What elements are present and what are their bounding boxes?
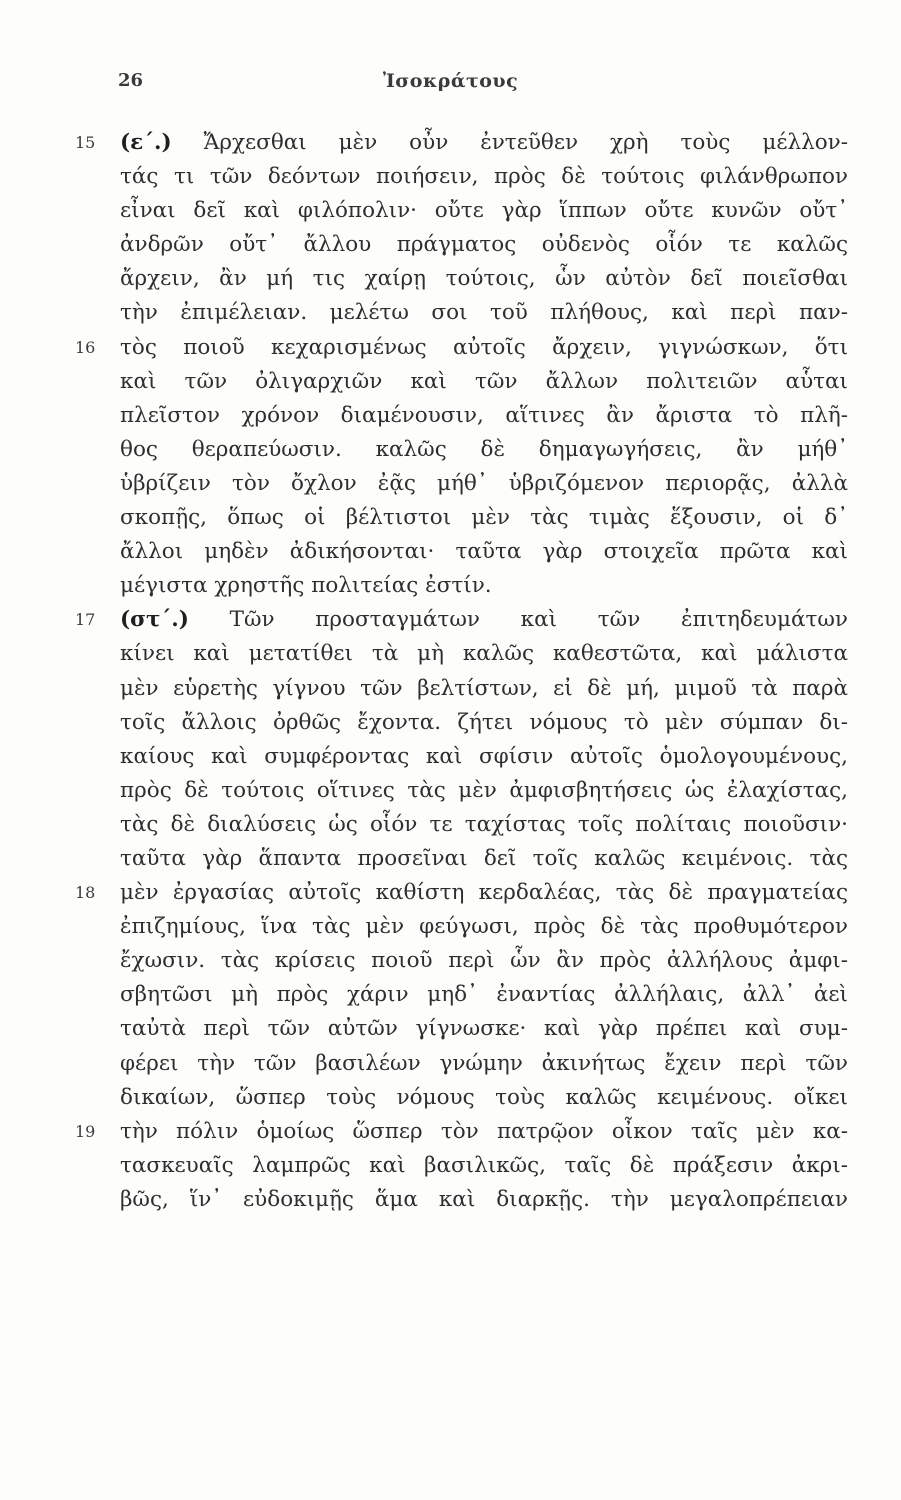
text-line [0, 603, 901, 637]
line-body: πλεῖστον χρόνον διαμένουσιν, αἵτινες ἂν ἄριστα τὸ πλῆ- [120, 402, 848, 428]
line-text [120, 1149, 848, 1183]
line-body: τὸς ποιοῦ κεχαρισμένως αὐτοῖς ἄρχειν, γιγνώσκων, ὅτι [120, 334, 848, 360]
line-body: καὶ τῶν ὀλιγαρχιῶν καὶ τῶν ἄλλων πολιτειῶν αὗται [120, 368, 848, 394]
text-line [0, 331, 901, 365]
text-line [0, 740, 901, 774]
line-body: ταὐτὰ περὶ τῶν αὐτῶν γίγνωσκε· καὶ γὰρ πρέπει καὶ συμ- [120, 1016, 848, 1042]
line-text [120, 569, 848, 603]
line-text [120, 365, 848, 399]
line-body: δικαίων, ὥσπερ τοὺς νόμους τοὺς καλῶς κειμένους. οἴκει [120, 1084, 848, 1110]
line-body: φέρει τὴν τῶν βασιλέων γνώμην ἀκινήτως ἔχειν περὶ τῶν [120, 1050, 848, 1076]
text-line [0, 637, 901, 671]
line-body: τοῖς ἄλλοις ὀρθῶς ἔχοντα. ζήτει νόμους τὸ μὲν σύμπαν δι- [120, 709, 848, 735]
line-text [120, 1047, 848, 1081]
line-body: βῶς, ἵν᾽ εὐδοκιμῇς ἅμα καὶ διαρκῇς. τὴν μεγαλοπρέπειαν [120, 1186, 848, 1212]
line-body: μὲν εὑρετὴς γίγνου τῶν βελτίστων, εἰ δὲ μή, μιμοῦ τὰ παρὰ [120, 675, 848, 701]
text-line [0, 126, 901, 160]
line-text [120, 706, 848, 740]
text-line [0, 365, 901, 399]
text-line [0, 774, 901, 808]
line-body: θος θεραπεύωσιν. καλῶς δὲ δημαγωγήσεις, ἂν μήθ᾽ [120, 436, 848, 462]
page-number: 26 [118, 70, 144, 91]
line-body: σκοπῇς, ὅπως οἱ βέλτιστοι μὲν τὰς τιμὰς ἕξουσιν, οἱ δ᾽ [120, 505, 848, 531]
text-line [0, 535, 901, 569]
text-line [0, 978, 901, 1012]
text-line [0, 296, 901, 330]
line-body: ὑβρίζειν τὸν ὄχλον ἐᾷς μήθ᾽ ὑβριζόμενον περιορᾷς, ἀλλὰ [120, 470, 848, 496]
line-text [120, 842, 848, 876]
text-line [0, 194, 901, 228]
section-margin-number: 15 [75, 133, 96, 152]
line-body: κίνει καὶ μετατίθει τὰ μὴ καλῶς καθεστῶτα, καὶ μάλιστα [120, 641, 848, 667]
page-header [0, 70, 901, 100]
line-body: ἄρχειν, ἂν μή τις χαίρῃ τούτοις, ὧν αὐτὸν δεῖ ποιεῖσθαι [120, 266, 848, 292]
line-text [120, 944, 848, 978]
line-text [120, 740, 848, 774]
text-line [0, 399, 901, 433]
line-body: ἔχωσιν. τὰς κρίσεις ποιοῦ περὶ ὧν ἂν πρὸς ἀλλήλους ἀμφι- [120, 948, 848, 974]
line-text [120, 296, 848, 330]
text-line [0, 876, 901, 910]
line-text [120, 978, 848, 1012]
line-text [120, 399, 848, 433]
line-body: τὴν πόλιν ὁμοίως ὥσπερ τὸν πατρῷον οἶκον ταῖς μὲν κα- [120, 1118, 848, 1144]
text-line [0, 433, 901, 467]
line-text [120, 331, 848, 365]
text-line [0, 1149, 901, 1183]
text-line [0, 1183, 901, 1217]
line-text [120, 535, 848, 569]
line-text [120, 228, 848, 262]
line-body: Ἄρχεσθαι μὲν οὖν ἐντεῦθεν χρὴ τοὺς μέλλον- [171, 130, 848, 155]
line-text [120, 160, 848, 194]
line-text [120, 876, 848, 910]
line-text [120, 1183, 848, 1217]
line-body: ἀνδρῶν οὔτ᾽ ἄλλου πράγματος οὐδενὸς οἷόν τε καλῶς [120, 232, 848, 258]
line-body: τάς τι τῶν δεόντων ποιήσειν, πρὸς δὲ τούτοις φιλάνθρωπον [120, 164, 848, 190]
line-text [120, 774, 848, 808]
line-body: ταῦτα γὰρ ἅπαντα προσεῖναι δεῖ τοῖς καλῶς κειμένοις. τὰς [120, 845, 848, 871]
line-text [120, 501, 848, 535]
text-line [0, 1047, 901, 1081]
line-body: Τῶν προσταγμάτων καὶ τῶν ἐπιτηδευμάτων [188, 607, 848, 633]
line-text [120, 1081, 848, 1115]
section-margin-number: 17 [75, 610, 96, 630]
line-text [120, 910, 848, 944]
line-text [120, 637, 848, 671]
text-line [0, 808, 901, 842]
text-line [0, 1081, 901, 1115]
main-text [0, 126, 901, 1217]
line-text [120, 262, 848, 296]
text-line [0, 706, 901, 740]
line-text [120, 194, 848, 228]
line-text [120, 126, 848, 160]
line-body: καίους καὶ συμφέροντας καὶ σφίσιν αὐτοῖς ὁμολογουμένους, [120, 743, 848, 769]
text-line [0, 569, 901, 603]
line-text [120, 467, 848, 501]
line-body: τὴν ἐπιμέλειαν. μελέτω σοι τοῦ πλήθους, καὶ περὶ παν- [120, 300, 848, 326]
line-text [120, 1115, 848, 1149]
section-marker: (ε΄.) [120, 130, 172, 155]
line-text [120, 433, 848, 467]
line-body: τασκευαῖς λαμπρῶς καὶ βασιλικῶς, ταῖς δὲ πράξεσιν ἀκρι- [120, 1152, 848, 1178]
text-line [0, 228, 901, 262]
line-text [120, 808, 848, 842]
text-line [0, 467, 901, 501]
text-line [0, 672, 901, 706]
line-body: ἄλλοι μηδὲν ἀδικήσονται· ταῦτα γὰρ στοιχεῖα πρῶτα καὶ [120, 539, 848, 565]
line-body: σβητῶσι μὴ πρὸς χάριν μηδ᾽ ἐναντίας ἀλλήλαις, ἀλλ᾽ ἀεὶ [120, 982, 848, 1008]
section-marker: (στ΄.) [120, 607, 189, 633]
line-body: μὲν ἐργασίας αὐτοῖς καθίστη κερδαλέας, τὰς δὲ πραγματείας [120, 880, 848, 906]
line-body: πρὸς δὲ τούτοις οἵτινες τὰς μὲν ἀμφισβητήσεις ὡς ἐλαχίστας, [120, 777, 848, 803]
line-body: ἐπιζημίους, ἵνα τὰς μὲν φεύγωσι, πρὸς δὲ τὰς προθυμότερον [120, 914, 848, 940]
text-line [0, 160, 901, 194]
line-body: εἶναι δεῖ καὶ φιλόπολιν· οὔτε γὰρ ἵππων οὔτε κυνῶν οὔτ᾽ [120, 198, 848, 224]
section-margin-number: 16 [75, 337, 96, 357]
text-line [0, 1115, 901, 1149]
text-line [0, 910, 901, 944]
line-body: τὰς δὲ διαλύσεις ὡς οἷόν τε ταχίστας τοῖς πολίταις ποιοῦσιν· [120, 811, 848, 837]
line-text [120, 1012, 848, 1046]
line-text [120, 603, 848, 637]
running-title: Ἰσοκράτους [382, 70, 519, 92]
line-text [120, 672, 848, 706]
text-line [0, 1012, 901, 1046]
section-margin-number: 19 [75, 1121, 96, 1141]
text-line [0, 501, 901, 535]
text-line [0, 842, 901, 876]
text-line [0, 262, 901, 296]
section-margin-number: 18 [75, 883, 96, 903]
line-body: μέγιστα χρηστῆς πολιτείας ἐστίν. [120, 573, 492, 599]
text-line [0, 944, 901, 978]
